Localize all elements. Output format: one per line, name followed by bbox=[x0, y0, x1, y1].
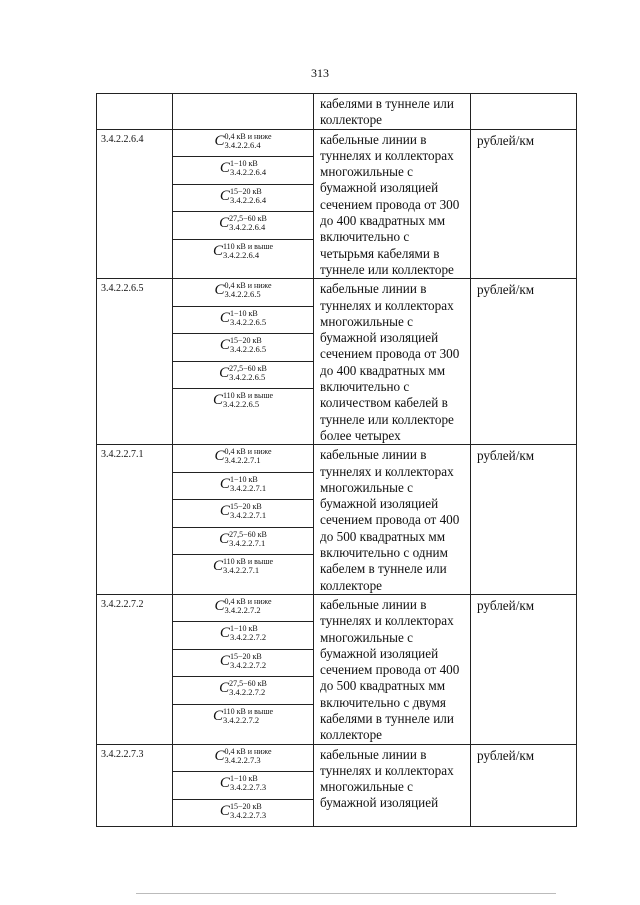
page-number: 313 bbox=[311, 66, 329, 80]
rate-symbol-formula bbox=[173, 214, 313, 232]
rate-index: 3.4.2.2.7.2 bbox=[229, 687, 266, 698]
rate-index: 3.4.2.2.7.2 bbox=[224, 604, 261, 615]
voltage-class: 0,4 кВ и ниже bbox=[224, 447, 272, 457]
rate-symbol-indices bbox=[230, 502, 266, 520]
voltage-class: 110 кВ и выше bbox=[222, 391, 274, 401]
rate-symbol-formula bbox=[173, 336, 313, 354]
rate-symbol-formula bbox=[173, 624, 313, 642]
rate-symbol-indices bbox=[230, 309, 266, 327]
rate-symbol-indices bbox=[224, 132, 271, 150]
rate-symbol-indices bbox=[229, 530, 267, 548]
rate-symbol-formula bbox=[173, 391, 313, 409]
table-row-continuation bbox=[97, 94, 577, 130]
unit-text: рублей/км bbox=[477, 747, 535, 763]
rate-symbol bbox=[173, 500, 313, 528]
rate-symbol-formula bbox=[173, 364, 313, 382]
description-text: кабельные линии в туннелях и коллекторах многожильные с бумажной изоляцией сечением провода от 300 до 400 квадратных мм включительно с четырьмя кабелями в туннеле или коллекторе bbox=[320, 131, 460, 277]
rate-symbol-indices bbox=[224, 281, 271, 299]
rate-symbol-formula bbox=[173, 242, 313, 260]
description-cell bbox=[314, 445, 471, 595]
rate-symbol-formula bbox=[173, 187, 313, 205]
description-cell bbox=[314, 129, 471, 279]
description-cell bbox=[314, 94, 471, 130]
rate-symbol-indices bbox=[223, 391, 273, 409]
rate-symbol bbox=[173, 745, 313, 773]
symbol-cell bbox=[173, 94, 314, 130]
rate-symbol-formula bbox=[173, 502, 313, 520]
rate-index: 3.4.2.2.7.1 bbox=[229, 537, 266, 548]
rate-index: 3.4.2.2.6.5 bbox=[222, 399, 260, 410]
voltage-class: 1−10 кВ bbox=[229, 308, 258, 318]
rate-symbol-letter: C bbox=[212, 392, 223, 409]
voltage-class: 15−20 кВ bbox=[229, 651, 262, 661]
description-text: кабельные линии в туннелях и коллекторах многожильные с бумажной изоляцией сечением провода от 400 до 500 квадратных мм включительно с двумя кабелями в туннеле или коллекторе bbox=[320, 596, 460, 743]
rate-symbol-letter: C bbox=[214, 747, 225, 764]
rate-symbol-formula bbox=[173, 802, 313, 820]
rate-symbol-indices bbox=[230, 652, 266, 670]
tariff-table bbox=[96, 93, 577, 827]
rate-symbol-formula bbox=[173, 447, 313, 465]
rate-index: 3.4.2.2.6.4 bbox=[224, 139, 261, 150]
rate-symbol-indices bbox=[229, 679, 267, 697]
rate-index: 3.4.2.2.7.2 bbox=[222, 714, 260, 725]
rate-symbol-letter: C bbox=[219, 680, 230, 697]
rate-symbol-letter: C bbox=[219, 160, 230, 177]
symbol-cell bbox=[173, 279, 314, 445]
description-cell bbox=[314, 744, 471, 827]
voltage-class: 110 кВ и выше bbox=[222, 706, 274, 716]
rate-index: 3.4.2.2.6.4 bbox=[229, 222, 266, 233]
rate-index: 3.4.2.2.7.3 bbox=[229, 809, 267, 820]
rate-symbol bbox=[173, 362, 313, 390]
unit-cell bbox=[471, 94, 577, 130]
code-cell bbox=[97, 94, 173, 130]
unit-cell bbox=[471, 129, 577, 279]
voltage-class: 15−20 кВ bbox=[229, 336, 262, 346]
item-code: 3.4.2.2.7.3 bbox=[101, 748, 144, 760]
rate-symbol-formula bbox=[173, 281, 313, 299]
rate-index: 3.4.2.2.6.5 bbox=[229, 371, 266, 382]
voltage-class: 110 кВ и выше bbox=[222, 241, 274, 251]
rate-symbol-letter: C bbox=[219, 337, 230, 354]
item-code: 3.4.2.2.7.1 bbox=[101, 449, 144, 461]
rate-symbol-letter: C bbox=[212, 558, 223, 575]
rate-symbol-indices bbox=[230, 187, 266, 205]
rate-symbol-letter: C bbox=[219, 364, 230, 381]
voltage-class: 0,4 кВ и ниже bbox=[224, 131, 272, 141]
description-text: кабельные линии в туннелях и коллекторах многожильные с бумажной изоляцией сечением провода от 300 до 400 квадратных мм включительно с количеством кабелей в туннеле или коллекторе более четырех bbox=[320, 281, 460, 443]
item-code: 3.4.2.2.6.4 bbox=[101, 133, 144, 145]
rate-symbol-indices bbox=[223, 242, 273, 260]
rate-index: 3.4.2.2.6.4 bbox=[229, 167, 267, 178]
rate-index: 3.4.2.2.6.5 bbox=[229, 316, 267, 327]
unit-cell bbox=[471, 445, 577, 595]
rate-symbol bbox=[173, 185, 313, 213]
rate-symbol bbox=[173, 473, 313, 501]
rate-symbol-letter: C bbox=[214, 132, 225, 149]
voltage-class: 27,5−60 кВ bbox=[229, 529, 267, 539]
rate-symbol-formula bbox=[173, 557, 313, 575]
table-row bbox=[97, 594, 577, 744]
rate-symbol-indices bbox=[229, 214, 267, 232]
rate-symbol-formula bbox=[173, 132, 313, 150]
rate-symbol-letter: C bbox=[219, 309, 230, 326]
rate-symbol bbox=[173, 334, 313, 362]
rate-symbol-formula bbox=[173, 159, 313, 177]
rate-symbol-indices bbox=[230, 774, 266, 792]
rate-symbol bbox=[173, 772, 313, 800]
rate-symbol-formula bbox=[173, 707, 313, 725]
rate-symbol-indices bbox=[224, 747, 271, 765]
rate-symbol bbox=[173, 307, 313, 335]
rate-symbol-indices bbox=[229, 364, 267, 382]
rate-index: 3.4.2.2.7.2 bbox=[229, 659, 267, 670]
rate-symbol bbox=[173, 157, 313, 185]
rate-symbol-indices bbox=[230, 624, 266, 642]
voltage-class: 1−10 кВ bbox=[229, 774, 258, 784]
rate-symbol-letter: C bbox=[219, 503, 230, 520]
voltage-class: 0,4 кВ и ниже bbox=[224, 281, 272, 291]
unit-cell bbox=[471, 744, 577, 827]
rate-symbol-formula bbox=[173, 652, 313, 670]
rate-symbol-formula bbox=[173, 597, 313, 615]
voltage-class: 27,5−60 кВ bbox=[229, 363, 267, 373]
rate-symbol-letter: C bbox=[219, 215, 230, 232]
rate-index: 3.4.2.2.6.4 bbox=[229, 194, 267, 205]
rate-symbol-letter: C bbox=[219, 475, 230, 492]
rate-symbol bbox=[173, 650, 313, 678]
description-cell bbox=[314, 594, 471, 744]
rate-symbol-letter: C bbox=[214, 597, 225, 614]
description-text: кабельные линии в туннелях и коллекторах многожильные с бумажной изоляцией bbox=[320, 746, 454, 811]
unit-cell bbox=[471, 594, 577, 744]
rate-index: 3.4.2.2.7.3 bbox=[229, 782, 267, 793]
code-cell bbox=[97, 445, 173, 595]
voltage-class: 15−20 кВ bbox=[229, 502, 262, 512]
rate-symbol-formula bbox=[173, 475, 313, 493]
rate-symbol bbox=[173, 389, 313, 416]
rate-symbol bbox=[173, 212, 313, 240]
rate-index: 3.4.2.2.7.1 bbox=[229, 510, 267, 521]
voltage-class: 0,4 кВ и ниже bbox=[224, 596, 272, 606]
rate-symbol-letter: C bbox=[219, 530, 230, 547]
symbol-cell bbox=[173, 594, 314, 744]
code-cell bbox=[97, 594, 173, 744]
code-cell bbox=[97, 129, 173, 279]
voltage-class: 1−10 кВ bbox=[229, 624, 258, 634]
table-row bbox=[97, 129, 577, 279]
rate-symbol-formula bbox=[173, 530, 313, 548]
voltage-class: 0,4 кВ и ниже bbox=[224, 746, 272, 756]
rate-symbol bbox=[173, 445, 313, 473]
rate-symbol-letter: C bbox=[214, 282, 225, 299]
rate-index: 3.4.2.2.7.3 bbox=[224, 754, 261, 765]
code-cell bbox=[97, 279, 173, 445]
rate-symbol bbox=[173, 555, 313, 582]
voltage-class: 1−10 кВ bbox=[229, 159, 258, 169]
rate-symbol-letter: C bbox=[212, 707, 223, 724]
rate-symbol-indices bbox=[230, 802, 266, 820]
rate-symbol-letter: C bbox=[219, 625, 230, 642]
unit-text: рублей/км bbox=[477, 448, 535, 464]
rate-index: 3.4.2.2.7.1 bbox=[229, 482, 267, 493]
symbol-cell bbox=[173, 744, 314, 827]
rate-symbol-indices bbox=[223, 557, 273, 575]
rate-symbol bbox=[173, 130, 313, 158]
item-code: 3.4.2.2.7.2 bbox=[101, 598, 144, 610]
rate-symbol-formula bbox=[173, 309, 313, 327]
code-cell bbox=[97, 744, 173, 827]
description-cell bbox=[314, 279, 471, 445]
table-row bbox=[97, 279, 577, 445]
voltage-class: 1−10 кВ bbox=[229, 474, 258, 484]
voltage-class: 110 кВ и выше bbox=[222, 557, 274, 567]
rate-symbol-letter: C bbox=[219, 652, 230, 669]
rate-symbol-indices bbox=[230, 336, 266, 354]
voltage-class: 15−20 кВ bbox=[229, 186, 262, 196]
rate-index: 3.4.2.2.7.1 bbox=[224, 455, 261, 466]
rate-index: 3.4.2.2.6.5 bbox=[224, 289, 261, 300]
rate-index: 3.4.2.2.6.4 bbox=[222, 249, 260, 260]
rate-symbol-formula bbox=[173, 747, 313, 765]
rate-symbol-formula bbox=[173, 774, 313, 792]
rate-symbol bbox=[173, 528, 313, 556]
table-row bbox=[97, 744, 577, 827]
voltage-class: 27,5−60 кВ bbox=[229, 214, 267, 224]
rate-symbol bbox=[173, 240, 313, 267]
rate-index: 3.4.2.2.7.1 bbox=[222, 565, 260, 576]
unit-text: рублей/км bbox=[477, 282, 535, 298]
rate-symbol bbox=[173, 595, 313, 623]
unit-text: рублей/км bbox=[477, 132, 535, 148]
unit-cell bbox=[471, 279, 577, 445]
table-row bbox=[97, 445, 577, 595]
rate-symbol bbox=[173, 677, 313, 705]
rate-symbol bbox=[173, 622, 313, 650]
rate-symbol bbox=[173, 705, 313, 732]
rate-symbol-letter: C bbox=[219, 187, 230, 204]
rate-symbol-indices bbox=[230, 159, 266, 177]
item-code: 3.4.2.2.6.5 bbox=[101, 283, 144, 295]
rate-symbol-letter: C bbox=[214, 448, 225, 465]
tariff-table-body bbox=[97, 94, 577, 827]
symbol-cell bbox=[173, 129, 314, 279]
rate-symbol-formula bbox=[173, 679, 313, 697]
bottom-rule bbox=[136, 893, 556, 894]
rate-symbol-indices bbox=[223, 707, 273, 725]
rate-symbol-letter: C bbox=[219, 775, 230, 792]
rate-symbol-letter: C bbox=[212, 242, 223, 259]
rate-symbol-indices bbox=[224, 447, 271, 465]
description-text: кабельные линии в туннелях и коллекторах многожильные с бумажной изоляцией сечением провода от 400 до 500 квадратных мм включительно с одним кабелем в туннеле или коллекторе bbox=[320, 447, 460, 593]
rate-symbol-indices bbox=[230, 475, 266, 493]
voltage-class: 15−20 кВ bbox=[229, 801, 262, 811]
rate-index: 3.4.2.2.7.2 bbox=[229, 632, 267, 643]
rate-symbol-indices bbox=[224, 597, 271, 615]
rate-symbol-letter: C bbox=[219, 802, 230, 819]
unit-text: рублей/км bbox=[477, 597, 535, 613]
rate-symbol bbox=[173, 279, 313, 307]
voltage-class: 27,5−60 кВ bbox=[229, 679, 267, 689]
rate-symbol bbox=[173, 800, 313, 827]
symbol-cell bbox=[173, 445, 314, 595]
description-text: кабелями в туннеле или коллекторе bbox=[320, 96, 454, 128]
rate-index: 3.4.2.2.6.5 bbox=[229, 344, 267, 355]
